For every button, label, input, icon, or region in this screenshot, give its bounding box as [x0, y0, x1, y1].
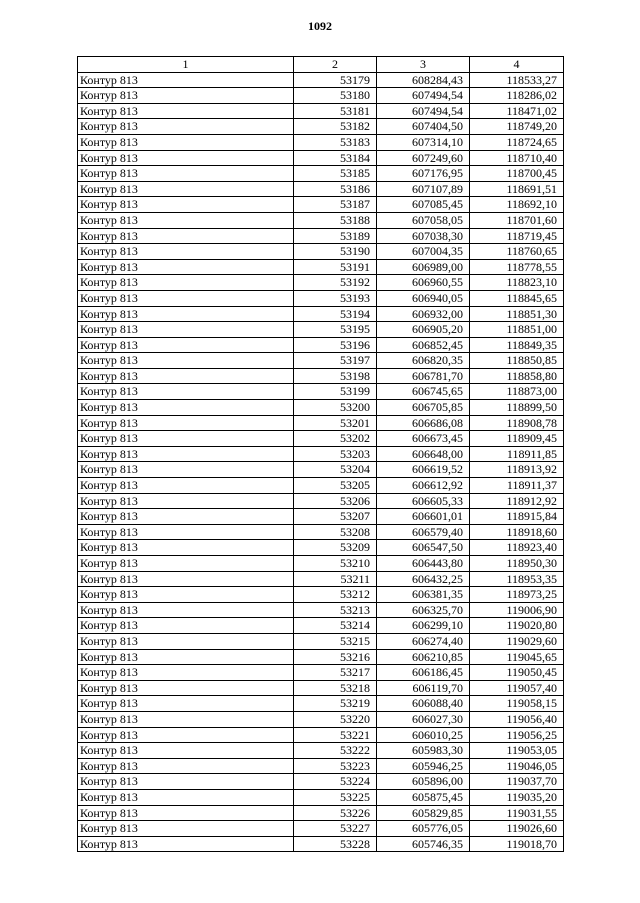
table-row: [78, 633, 564, 649]
x-coordinate-cell: 606186,45: [377, 665, 470, 681]
table-row: [78, 103, 564, 119]
x-coordinate-cell: 606932,00: [377, 306, 470, 322]
x-coordinate-cell: 607314,10: [377, 134, 470, 150]
table-row: [78, 88, 564, 104]
table-row: [78, 322, 564, 338]
contour-name-cell: Контур 813: [78, 774, 294, 790]
contour-name-cell: Контур 813: [78, 524, 294, 540]
table-row: [78, 649, 564, 665]
contour-name-cell: Контур 813: [78, 212, 294, 228]
point-number-cell: 53227: [294, 821, 377, 837]
y-coordinate-cell: 119029,60: [470, 633, 564, 649]
x-coordinate-cell: 606210,85: [377, 649, 470, 665]
column-header-1: 1: [78, 57, 294, 73]
x-coordinate-cell: 606781,70: [377, 368, 470, 384]
table-row: [78, 431, 564, 447]
point-number-cell: 53202: [294, 431, 377, 447]
contour-name-cell: Контур 813: [78, 400, 294, 416]
y-coordinate-cell: 118858,80: [470, 368, 564, 384]
x-coordinate-cell: 606745,65: [377, 384, 470, 400]
point-number-cell: 53182: [294, 119, 377, 135]
contour-name-cell: Контур 813: [78, 836, 294, 852]
table-row: [78, 368, 564, 384]
x-coordinate-cell: 607249,60: [377, 150, 470, 166]
point-number-cell: 53188: [294, 212, 377, 228]
contour-name-cell: Контур 813: [78, 649, 294, 665]
point-number-cell: 53211: [294, 571, 377, 587]
x-coordinate-cell: 608284,43: [377, 72, 470, 88]
point-number-cell: 53191: [294, 259, 377, 275]
y-coordinate-cell: 118973,25: [470, 587, 564, 603]
y-coordinate-cell: 119035,20: [470, 789, 564, 805]
table-row: [78, 758, 564, 774]
y-coordinate-cell: 118912,92: [470, 493, 564, 509]
table-row: [78, 400, 564, 416]
x-coordinate-cell: 607004,35: [377, 244, 470, 260]
x-coordinate-cell: 607038,30: [377, 228, 470, 244]
y-coordinate-cell: 118915,84: [470, 509, 564, 525]
x-coordinate-cell: 606673,45: [377, 431, 470, 447]
x-coordinate-cell: 607058,05: [377, 212, 470, 228]
point-number-cell: 53201: [294, 415, 377, 431]
table-row: [78, 212, 564, 228]
table-row: [78, 72, 564, 88]
y-coordinate-cell: 118286,02: [470, 88, 564, 104]
table-row: [78, 197, 564, 213]
contour-name-cell: Контур 813: [78, 633, 294, 649]
table-row: [78, 727, 564, 743]
point-number-cell: 53222: [294, 743, 377, 759]
table-row: [78, 244, 564, 260]
contour-name-cell: Контур 813: [78, 743, 294, 759]
x-coordinate-cell: 606010,25: [377, 727, 470, 743]
x-coordinate-cell: 605946,25: [377, 758, 470, 774]
y-coordinate-cell: 119057,40: [470, 680, 564, 696]
x-coordinate-cell: 606274,40: [377, 633, 470, 649]
y-coordinate-cell: 118471,02: [470, 103, 564, 119]
x-coordinate-cell: 605983,30: [377, 743, 470, 759]
contour-name-cell: Контур 813: [78, 103, 294, 119]
table-row: [78, 275, 564, 291]
y-coordinate-cell: 118953,35: [470, 571, 564, 587]
table-row: [78, 836, 564, 852]
x-coordinate-cell: 606027,30: [377, 711, 470, 727]
contour-name-cell: Контур 813: [78, 119, 294, 135]
table-row: [78, 696, 564, 712]
table-row: [78, 462, 564, 478]
x-coordinate-cell: 606579,40: [377, 524, 470, 540]
y-coordinate-cell: 118845,65: [470, 290, 564, 306]
y-coordinate-cell: 118911,85: [470, 446, 564, 462]
x-coordinate-cell: 606325,70: [377, 602, 470, 618]
point-number-cell: 53190: [294, 244, 377, 260]
x-coordinate-cell: 606299,10: [377, 618, 470, 634]
table-row: [78, 446, 564, 462]
table-row: [78, 228, 564, 244]
table-row: [78, 181, 564, 197]
y-coordinate-cell: 118911,37: [470, 478, 564, 494]
table-row: [78, 789, 564, 805]
y-coordinate-cell: 118923,40: [470, 540, 564, 556]
x-coordinate-cell: 606940,05: [377, 290, 470, 306]
table-row: [78, 711, 564, 727]
point-number-cell: 53181: [294, 103, 377, 119]
x-coordinate-cell: 606601,01: [377, 509, 470, 525]
table-row: [78, 774, 564, 790]
point-number-cell: 53216: [294, 649, 377, 665]
point-number-cell: 53208: [294, 524, 377, 540]
point-number-cell: 53189: [294, 228, 377, 244]
contour-name-cell: Контур 813: [78, 306, 294, 322]
x-coordinate-cell: 606905,20: [377, 322, 470, 338]
contour-name-cell: Контур 813: [78, 665, 294, 681]
point-number-cell: 53198: [294, 368, 377, 384]
point-number-cell: 53196: [294, 337, 377, 353]
x-coordinate-cell: 607494,54: [377, 103, 470, 119]
point-number-cell: 53192: [294, 275, 377, 291]
table-row: [78, 587, 564, 603]
table-row: [78, 415, 564, 431]
table-row: [78, 665, 564, 681]
table-row: [78, 821, 564, 837]
y-coordinate-cell: 118908,78: [470, 415, 564, 431]
y-coordinate-cell: 119006,90: [470, 602, 564, 618]
contour-name-cell: Контур 813: [78, 556, 294, 572]
x-coordinate-cell: 606605,33: [377, 493, 470, 509]
contour-name-cell: Контур 813: [78, 618, 294, 634]
table-row: [78, 680, 564, 696]
x-coordinate-cell: 606443,80: [377, 556, 470, 572]
point-number-cell: 53204: [294, 462, 377, 478]
table-row: [78, 353, 564, 369]
contour-name-cell: Контур 813: [78, 368, 294, 384]
table-row: [78, 743, 564, 759]
point-number-cell: 53187: [294, 197, 377, 213]
y-coordinate-cell: 118873,00: [470, 384, 564, 400]
table-row: [78, 384, 564, 400]
point-number-cell: 53215: [294, 633, 377, 649]
y-coordinate-cell: 119056,25: [470, 727, 564, 743]
table-row: [78, 306, 564, 322]
y-coordinate-cell: 118849,35: [470, 337, 564, 353]
contour-name-cell: Контур 813: [78, 337, 294, 353]
y-coordinate-cell: 118533,27: [470, 72, 564, 88]
contour-name-cell: Контур 813: [78, 727, 294, 743]
y-coordinate-cell: 118909,45: [470, 431, 564, 447]
column-header-3: 3: [377, 57, 470, 73]
x-coordinate-cell: 605875,45: [377, 789, 470, 805]
x-coordinate-cell: 606432,25: [377, 571, 470, 587]
x-coordinate-cell: 606547,50: [377, 540, 470, 556]
y-coordinate-cell: 119056,40: [470, 711, 564, 727]
contour-name-cell: Контур 813: [78, 431, 294, 447]
contour-name-cell: Контур 813: [78, 244, 294, 260]
contour-name-cell: Контур 813: [78, 696, 294, 712]
point-number-cell: 53185: [294, 166, 377, 182]
y-coordinate-cell: 118691,51: [470, 181, 564, 197]
contour-name-cell: Контур 813: [78, 587, 294, 603]
contour-name-cell: Контур 813: [78, 571, 294, 587]
x-coordinate-cell: 607404,50: [377, 119, 470, 135]
table-row: [78, 478, 564, 494]
point-number-cell: 53209: [294, 540, 377, 556]
y-coordinate-cell: 118719,45: [470, 228, 564, 244]
contour-name-cell: Контур 813: [78, 384, 294, 400]
y-coordinate-cell: 118710,40: [470, 150, 564, 166]
x-coordinate-cell: 606612,92: [377, 478, 470, 494]
point-number-cell: 53183: [294, 134, 377, 150]
table-row: [78, 556, 564, 572]
table-row: [78, 524, 564, 540]
table-row: [78, 493, 564, 509]
y-coordinate-cell: 118950,30: [470, 556, 564, 572]
point-number-cell: 53194: [294, 306, 377, 322]
x-coordinate-cell: 606852,45: [377, 337, 470, 353]
x-coordinate-cell: 607494,54: [377, 88, 470, 104]
x-coordinate-cell: 606119,70: [377, 680, 470, 696]
table-row: [78, 150, 564, 166]
y-coordinate-cell: 119046,05: [470, 758, 564, 774]
x-coordinate-cell: 606619,52: [377, 462, 470, 478]
point-number-cell: 53225: [294, 789, 377, 805]
y-coordinate-cell: 118749,20: [470, 119, 564, 135]
y-coordinate-cell: 118899,50: [470, 400, 564, 416]
y-coordinate-cell: 119037,70: [470, 774, 564, 790]
contour-name-cell: Контур 813: [78, 478, 294, 494]
contour-name-cell: Контур 813: [78, 197, 294, 213]
y-coordinate-cell: 118692,10: [470, 197, 564, 213]
contour-name-cell: Контур 813: [78, 166, 294, 182]
point-number-cell: 53205: [294, 478, 377, 494]
table-header-row: [78, 57, 564, 73]
x-coordinate-cell: 607176,95: [377, 166, 470, 182]
point-number-cell: 53217: [294, 665, 377, 681]
point-number-cell: 53228: [294, 836, 377, 852]
point-number-cell: 53206: [294, 493, 377, 509]
point-number-cell: 53223: [294, 758, 377, 774]
point-number-cell: 53197: [294, 353, 377, 369]
contour-name-cell: Контур 813: [78, 415, 294, 431]
x-coordinate-cell: 606705,85: [377, 400, 470, 416]
x-coordinate-cell: 605776,05: [377, 821, 470, 837]
point-number-cell: 53221: [294, 727, 377, 743]
contour-name-cell: Контур 813: [78, 821, 294, 837]
y-coordinate-cell: 118918,60: [470, 524, 564, 540]
contour-name-cell: Контур 813: [78, 509, 294, 525]
y-coordinate-cell: 119050,45: [470, 665, 564, 681]
column-header-4: 4: [470, 57, 564, 73]
contour-name-cell: Контур 813: [78, 353, 294, 369]
table-row: [78, 509, 564, 525]
x-coordinate-cell: 606648,00: [377, 446, 470, 462]
point-number-cell: 53200: [294, 400, 377, 416]
y-coordinate-cell: 119020,80: [470, 618, 564, 634]
point-number-cell: 53226: [294, 805, 377, 821]
contour-name-cell: Контур 813: [78, 680, 294, 696]
point-number-cell: 53220: [294, 711, 377, 727]
table-body: [78, 72, 564, 852]
point-number-cell: 53224: [294, 774, 377, 790]
y-coordinate-cell: 118851,00: [470, 322, 564, 338]
point-number-cell: 53184: [294, 150, 377, 166]
point-number-cell: 53219: [294, 696, 377, 712]
x-coordinate-cell: 605829,85: [377, 805, 470, 821]
y-coordinate-cell: 119018,70: [470, 836, 564, 852]
table-row: [78, 134, 564, 150]
contour-name-cell: Контур 813: [78, 228, 294, 244]
contour-name-cell: Контур 813: [78, 181, 294, 197]
table-row: [78, 571, 564, 587]
contour-name-cell: Контур 813: [78, 134, 294, 150]
x-coordinate-cell: 605896,00: [377, 774, 470, 790]
point-number-cell: 53214: [294, 618, 377, 634]
point-number-cell: 53207: [294, 509, 377, 525]
y-coordinate-cell: 118851,30: [470, 306, 564, 322]
point-number-cell: 53203: [294, 446, 377, 462]
column-header-2: 2: [294, 57, 377, 73]
y-coordinate-cell: 119026,60: [470, 821, 564, 837]
contour-name-cell: Контур 813: [78, 259, 294, 275]
y-coordinate-cell: 118850,85: [470, 353, 564, 369]
table-row: [78, 540, 564, 556]
y-coordinate-cell: 119045,65: [470, 649, 564, 665]
y-coordinate-cell: 118701,60: [470, 212, 564, 228]
contour-name-cell: Контур 813: [78, 150, 294, 166]
point-number-cell: 53218: [294, 680, 377, 696]
contour-name-cell: Контур 813: [78, 805, 294, 821]
contour-name-cell: Контур 813: [78, 758, 294, 774]
x-coordinate-cell: 606820,35: [377, 353, 470, 369]
contour-name-cell: Контур 813: [78, 322, 294, 338]
table-row: [78, 119, 564, 135]
table-row: [78, 337, 564, 353]
contour-name-cell: Контур 813: [78, 462, 294, 478]
x-coordinate-cell: 606686,08: [377, 415, 470, 431]
y-coordinate-cell: 118823,10: [470, 275, 564, 291]
table-row: [78, 166, 564, 182]
x-coordinate-cell: 607107,89: [377, 181, 470, 197]
contour-name-cell: Контур 813: [78, 711, 294, 727]
y-coordinate-cell: 118760,65: [470, 244, 564, 260]
x-coordinate-cell: 607085,45: [377, 197, 470, 213]
x-coordinate-cell: 606960,55: [377, 275, 470, 291]
table-row: [78, 805, 564, 821]
contour-name-cell: Контур 813: [78, 88, 294, 104]
contour-name-cell: Контур 813: [78, 493, 294, 509]
point-number-cell: 53180: [294, 88, 377, 104]
point-number-cell: 53195: [294, 322, 377, 338]
point-number-cell: 53212: [294, 587, 377, 603]
contour-name-cell: Контур 813: [78, 72, 294, 88]
table-row: [78, 618, 564, 634]
y-coordinate-cell: 118778,55: [470, 259, 564, 275]
table-row: [78, 602, 564, 618]
x-coordinate-cell: 606088,40: [377, 696, 470, 712]
contour-name-cell: Контур 813: [78, 602, 294, 618]
point-number-cell: 53193: [294, 290, 377, 306]
point-number-cell: 53213: [294, 602, 377, 618]
contour-name-cell: Контур 813: [78, 290, 294, 306]
contour-name-cell: Контур 813: [78, 446, 294, 462]
y-coordinate-cell: 118700,45: [470, 166, 564, 182]
table-row: [78, 290, 564, 306]
point-number-cell: 53199: [294, 384, 377, 400]
y-coordinate-cell: 119053,05: [470, 743, 564, 759]
y-coordinate-cell: 119058,15: [470, 696, 564, 712]
table-row: [78, 259, 564, 275]
y-coordinate-cell: 118913,92: [470, 462, 564, 478]
point-number-cell: 53210: [294, 556, 377, 572]
x-coordinate-cell: 606381,35: [377, 587, 470, 603]
point-number-cell: 53179: [294, 72, 377, 88]
y-coordinate-cell: 118724,65: [470, 134, 564, 150]
contour-name-cell: Контур 813: [78, 540, 294, 556]
page-number: 1092: [308, 19, 332, 33]
point-number-cell: 53186: [294, 181, 377, 197]
coordinates-table: [77, 56, 564, 852]
x-coordinate-cell: 605746,35: [377, 836, 470, 852]
contour-name-cell: Контур 813: [78, 275, 294, 291]
contour-name-cell: Контур 813: [78, 789, 294, 805]
x-coordinate-cell: 606989,00: [377, 259, 470, 275]
y-coordinate-cell: 119031,55: [470, 805, 564, 821]
